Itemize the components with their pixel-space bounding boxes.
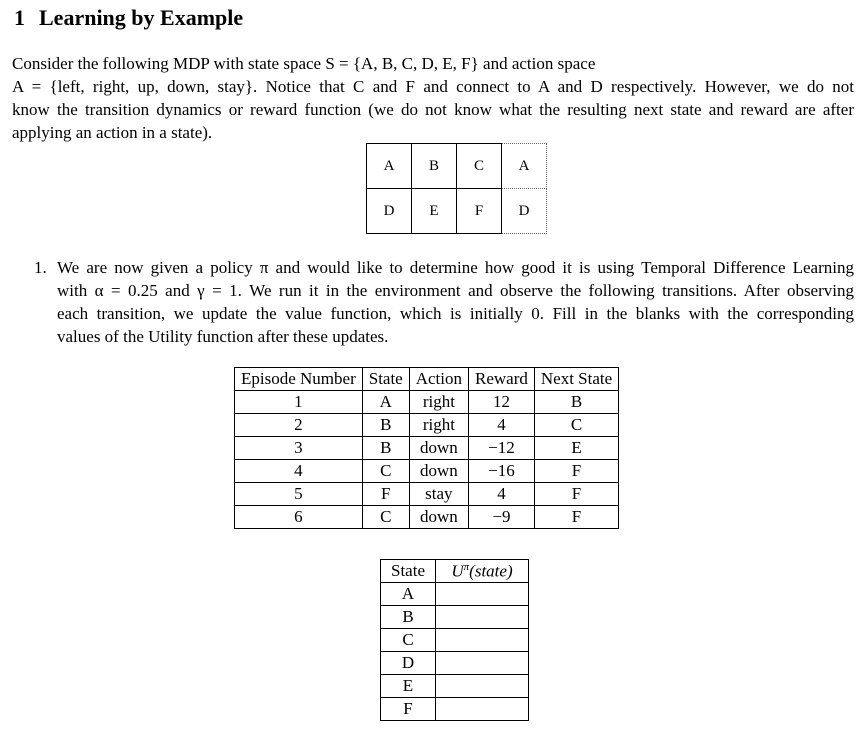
section-title: Learning by Example xyxy=(39,5,244,30)
table-cell: −9 xyxy=(469,506,535,529)
table-cell: 2 xyxy=(235,414,363,437)
grid-cell-a: A xyxy=(367,144,412,189)
col-action: Action xyxy=(409,368,468,391)
grid-row-bottom xyxy=(367,189,547,234)
grid-cell-e: E xyxy=(412,189,457,234)
table-row xyxy=(235,483,619,506)
grid-cell-b: B xyxy=(412,144,457,189)
question-text xyxy=(57,256,854,348)
utility-state-cell: B xyxy=(381,606,436,629)
table-cell: F xyxy=(534,460,618,483)
table-cell: 12 xyxy=(469,391,535,414)
utility-value-blank[interactable] xyxy=(436,698,529,721)
section-number: 1 xyxy=(14,5,25,30)
table-cell: F xyxy=(534,483,618,506)
table-cell: F xyxy=(362,483,409,506)
table-cell: 4 xyxy=(235,460,363,483)
grid-cell-c: C xyxy=(457,144,502,189)
table-cell: E xyxy=(534,437,618,460)
utility-value-blank[interactable] xyxy=(436,606,529,629)
intro-paragraph xyxy=(12,52,854,144)
table-cell: C xyxy=(362,506,409,529)
table-cell: C xyxy=(362,460,409,483)
utility-value-blank[interactable] xyxy=(436,629,529,652)
intro-line-1: Consider the following MDP with state space S = {A, B, C, D, E, F} and action space xyxy=(12,54,596,73)
table-row xyxy=(235,460,619,483)
utility-state-cell: F xyxy=(381,698,436,721)
table-cell: B xyxy=(362,414,409,437)
table-row xyxy=(235,437,619,460)
table-cell: down xyxy=(409,460,468,483)
utility-value-blank[interactable] xyxy=(436,652,529,675)
transitions-header-row xyxy=(235,368,619,391)
utility-state-cell: D xyxy=(381,652,436,675)
table-cell: right xyxy=(409,391,468,414)
question-line-2: with α = 0.25 and γ = 1. We run it in the environment and observe the following transitions. After observing xyxy=(57,281,854,300)
col-util-state: State xyxy=(381,560,436,583)
col-util-value: $U^\pi(state)$ xyxy=(436,560,529,583)
table-cell: −12 xyxy=(469,437,535,460)
table-cell: F xyxy=(534,506,618,529)
intro-line-3: know the transition dynamics or reward function (we do not know what the resulting next state and reward are after xyxy=(12,100,854,119)
question-line-3: each transition, we update the value function, which is initially 0. Fill in the blanks with the corresponding xyxy=(57,304,854,323)
table-cell: stay xyxy=(409,483,468,506)
col-state: State xyxy=(362,368,409,391)
utility-value-blank[interactable] xyxy=(436,583,529,606)
table-cell: 4 xyxy=(469,414,535,437)
table-cell: right xyxy=(409,414,468,437)
utility-row xyxy=(381,629,529,652)
question-1 xyxy=(34,256,854,348)
grid-cell-d: D xyxy=(367,189,412,234)
intro-line-4: applying an action in a state). xyxy=(12,123,213,142)
question-line-1: We are now given a policy π and would like to determine how good it is using Temporal Difference Learning xyxy=(57,258,854,277)
utility-table xyxy=(380,559,529,721)
col-reward: Reward xyxy=(469,368,535,391)
transitions-table xyxy=(234,367,619,529)
table-cell: A xyxy=(362,391,409,414)
table-cell: 6 xyxy=(235,506,363,529)
col-episode-number: Episode Number xyxy=(235,368,363,391)
utility-header-row xyxy=(381,560,529,583)
utility-value-blank[interactable] xyxy=(436,675,529,698)
question-number: 1. xyxy=(34,258,47,277)
table-cell: C xyxy=(534,414,618,437)
utility-row xyxy=(381,606,529,629)
table-cell: −16 xyxy=(469,460,535,483)
table-cell: down xyxy=(409,437,468,460)
col-next-state: Next State xyxy=(534,368,618,391)
table-cell: B xyxy=(534,391,618,414)
table-cell: 3 xyxy=(235,437,363,460)
table-cell: 5 xyxy=(235,483,363,506)
table-row xyxy=(235,391,619,414)
grid-cell-f: F xyxy=(457,189,502,234)
grid-row-top xyxy=(367,144,547,189)
utility-row xyxy=(381,675,529,698)
utility-row xyxy=(381,583,529,606)
table-row xyxy=(235,506,619,529)
table-cell: 4 xyxy=(469,483,535,506)
utility-state-cell: A xyxy=(381,583,436,606)
grid-cell-wrap-a: A xyxy=(502,144,547,189)
utility-row xyxy=(381,698,529,721)
utility-state-cell: E xyxy=(381,675,436,698)
table-cell: B xyxy=(362,437,409,460)
table-row xyxy=(235,414,619,437)
mdp-grid-figure xyxy=(366,143,547,234)
intro-line-2: A = {left, right, up, down, stay}. Notice that C and F and connect to A and D respectively. However, we do not xyxy=(12,77,854,96)
table-cell: down xyxy=(409,506,468,529)
utility-state-cell: C xyxy=(381,629,436,652)
question-line-4: values of the Utility function after these updates. xyxy=(57,327,389,346)
section-heading xyxy=(14,5,243,31)
grid-cell-wrap-d: D xyxy=(502,189,547,234)
table-cell: 1 xyxy=(235,391,363,414)
utility-row xyxy=(381,652,529,675)
